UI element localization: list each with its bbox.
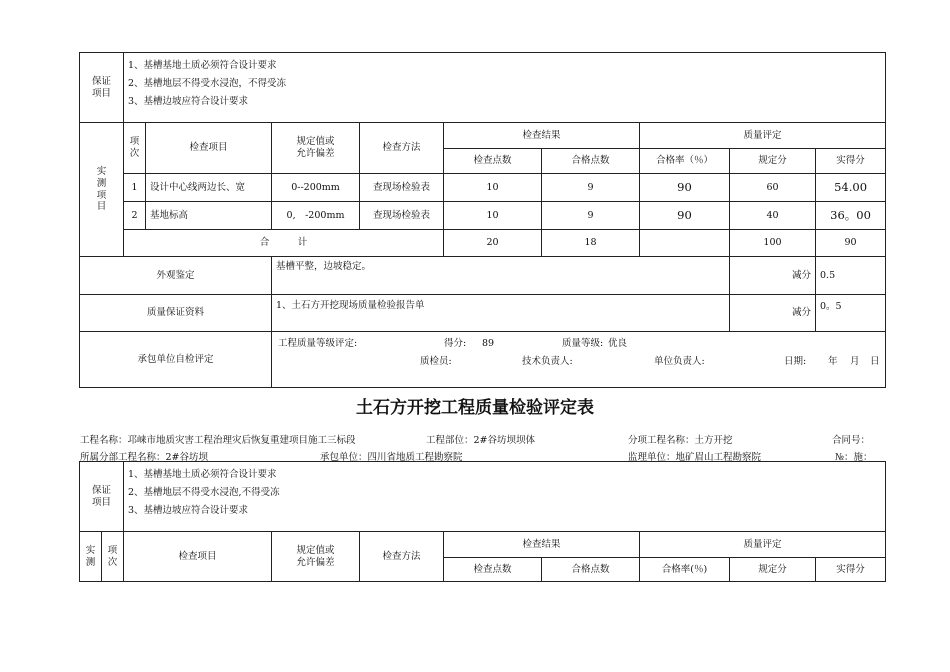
form-number: №：施：	[835, 452, 873, 463]
row-rate: 90	[640, 202, 730, 230]
result-header: 检查结果	[444, 532, 640, 558]
row-points: 10	[444, 202, 542, 230]
tech-label: 技术负责人:	[522, 356, 573, 367]
date-day: 日	[870, 356, 880, 367]
row-tolerance: 0, -200mm	[272, 202, 360, 230]
appearance-deduct-label: 减分	[730, 257, 816, 295]
guarantee-label: 保证 项目	[80, 53, 124, 123]
row-method: 查现场检验表	[360, 174, 444, 202]
score-header: 规定分	[730, 558, 816, 582]
row-pass: 9	[542, 202, 640, 230]
row-points: 10	[444, 174, 542, 202]
docs-deduct: 0。5	[816, 295, 886, 332]
row-pass: 9	[542, 174, 640, 202]
seq-header: 项 次	[102, 532, 124, 582]
quality-header: 质量评定	[640, 532, 886, 558]
date-month: 月	[850, 356, 860, 367]
guarantee-items: 1、基槽基地土质必须符合设计要求 2、基槽地层不得受水浸泡,不得受冻 3、基槽边坡应符合设计要求	[124, 462, 886, 532]
total-label: 合 计	[124, 230, 444, 257]
grade-label: 工程质量等级评定:	[278, 338, 358, 349]
row-seq: 1	[124, 174, 146, 202]
score-value: 89	[482, 338, 495, 349]
appearance-text: 基槽平整，边坡稳定。	[272, 257, 730, 295]
project-part: 工程部位：2#谷坊坝坝体	[426, 435, 536, 446]
total-rate	[640, 230, 730, 257]
unit-label: 单位负责人:	[654, 356, 705, 367]
row-rate: 90	[640, 174, 730, 202]
level-label: 质量等级:	[562, 338, 604, 349]
method-header: 检查方法	[360, 123, 444, 174]
result-header: 检查结果	[444, 123, 640, 149]
inspector-label: 质检员:	[420, 356, 452, 367]
row-tolerance: 0--200mm	[272, 174, 360, 202]
pass-header: 合格点数	[542, 558, 640, 582]
method-header: 检查方法	[360, 532, 444, 582]
quality-header: 质量评定	[640, 123, 886, 149]
appearance-deduct: 0.5	[816, 257, 886, 295]
got-header: 实得分	[816, 149, 886, 174]
guarantee-items: 1、基槽基地土质必须符合设计要求 2、基槽地层不得受水浸泡，不得受冻 3、基槽边坡应符合设计要求	[124, 53, 886, 123]
contractor: 承包单位：四川省地质工程勘察院	[320, 452, 463, 463]
total-got: 90	[816, 230, 886, 257]
row-got: 36。00	[816, 202, 886, 230]
supervisor: 监理单位：地矿眉山工程勘察院	[628, 452, 762, 463]
self-check-label: 承包单位自检评定	[80, 332, 272, 388]
date-year: 年	[828, 356, 838, 367]
contract-no: 合同号：	[832, 435, 871, 446]
item-header: 检查项目	[146, 123, 272, 174]
form-title: 土石方开挖工程质量检验评定表	[356, 398, 594, 418]
total-points: 20	[444, 230, 542, 257]
got-header: 实得分	[816, 558, 886, 582]
bottom-inspection-table	[79, 461, 886, 582]
parent-project: 所属分部工程名称：2#谷坊坝	[80, 452, 209, 463]
row-score: 40	[730, 202, 816, 230]
docs-label: 质量保证资料	[80, 295, 272, 332]
total-pass: 18	[542, 230, 640, 257]
total-score: 100	[730, 230, 816, 257]
top-inspection-table	[79, 52, 886, 388]
docs-text: 1、土石方开挖现场质量检验报告单	[272, 295, 730, 332]
level-value: 优良	[608, 338, 628, 349]
docs-deduct-label: 减分	[730, 295, 816, 332]
tolerance-header: 规定值或 允许偏差	[272, 123, 360, 174]
self-check-content	[272, 332, 886, 388]
row-score: 60	[730, 174, 816, 202]
tolerance-header: 规定值或 允许偏差	[272, 532, 360, 582]
row-method: 查现场检验表	[360, 202, 444, 230]
row-seq: 2	[124, 202, 146, 230]
seq-header: 项 次	[124, 123, 146, 174]
guarantee-label: 保证 项目	[80, 462, 124, 532]
score-label: 得分:	[444, 338, 467, 349]
measured-label: 实 测 项 目	[80, 123, 124, 257]
points-header: 检查点数	[444, 558, 542, 582]
rate-header: 合格率（％）	[640, 149, 730, 174]
points-header: 检查点数	[444, 149, 542, 174]
measured-label: 实 测	[80, 532, 102, 582]
row-got: 54.00	[816, 174, 886, 202]
row-item: 基地标高	[146, 202, 272, 230]
table-row	[80, 202, 886, 230]
date-label: 日期:	[784, 356, 807, 367]
score-header: 规定分	[730, 149, 816, 174]
pass-header: 合格点数	[542, 149, 640, 174]
appearance-label: 外观鉴定	[80, 257, 272, 295]
sub-project-name: 分项工程名称：土方开挖	[628, 435, 733, 446]
item-header: 检查项目	[124, 532, 272, 582]
row-item: 设计中心线两边长、宽	[146, 174, 272, 202]
project-name: 工程名称：邛崃市地质灾害工程治理灾后恢复重建项目施工三标段	[80, 435, 356, 446]
total-row	[80, 230, 886, 257]
table-row	[80, 174, 886, 202]
rate-header: 合格率(％)	[640, 558, 730, 582]
